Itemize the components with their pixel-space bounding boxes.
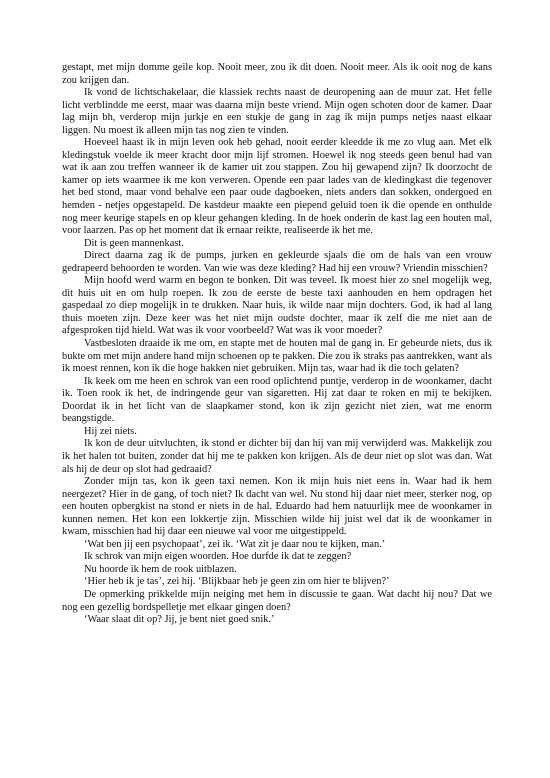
paragraph: Ik keek om me heen en schrok van een rood oplichtend puntje, verderop in de woonkamer, dacht ik. Toen rook ik het, de indringende geur van sigaretten. Hij zat daar te roken en mij te bekijken. Doordat ik in het licht van de slaapkamer stond, kon ik zijn gezicht niet zien, wat me enorm beangstigde. xyxy=(62,375,492,425)
paragraph: Ik kon de deur uitvluchten, ik stond er dichter bij dan hij van mij verwijderd was. Makkelijk zou ik het halen tot buiten, zonder dat hij me te pakken kon krijgen. Als de deur niet op slot was dan. Wat als hij de deur op slot had gedraaid? xyxy=(62,438,492,475)
paragraph: Ik vond de lichtschakelaar, die klassiek rechts naast de deuropening aan de muur zat. Het felle licht verblindde me eerst, maar was daarna mijn beste vriend. Mijn ogen schoten door de kamer. Daar lag mijn bh, verderop mijn jurkje en een stukje de gang in zag ik mijn pumps netjes naast elkaar liggen. Nu moest ik alleen mijn tas nog zien te vinden. xyxy=(62,87,492,136)
paragraph: Vastbesloten draaide ik me om, en stapte met de houten mal de gang in. Er gebeurde niets, dus ik bukte om met mijn andere hand mijn schoenen op te pakken. Die zou ik straks pas aantrekken, want als ik moest rennen, kon ik die hoge hakken niet gebruiken. Mijn tas, waar had ik die toch gelaten? xyxy=(62,338,492,375)
paragraph: Direct daarna zag ik de pumps, jurken en gekleurde sjaals die om de hals van een vrouw gedrapeerd behoorden te worden. Van wie was deze kleding? Had hij een vrouw? Vriendin misschien? xyxy=(62,250,492,274)
paragraph: Ik schrok van mijn eigen woorden. Hoe durfde ik dat te zeggen? xyxy=(84,551,352,563)
paragraph: Mijn hoofd werd warm en begon te bonken. Dit was teveel. Ik moest hier zo snel mogelijk weg, dit huis uit en om hulp roepen. Ik zou de eerste de beste taxi aanhouden en hem opdragen het gaspedaal zo diep mogelijk in te drukken. Naar huis, ik wilde naar mijn dochters. God, ik had al lang thuis moeten zijn. Deze keer was het niet mijn oudste dochter, maar ik zelf die me niet aan de afgesproken tijd hield. Wat was ik voor voorbeeld? Wat was ik voor moeder? xyxy=(62,275,492,337)
paragraph: ‘Waar slaat dit op? Jij, je bent niet goed snik.’ xyxy=(84,614,275,626)
paragraph: Zonder mijn tas, kon ik geen taxi nemen. Kon ik mijn huis niet eens in. Waar had ik hem neergezet? Hier in de gang, of toch niet? Ik dacht van wel. Nu stond hij daar niet meer, sterker nog, op een houten opbergkist na stond er niets in de hal. Eduardo had hem natuurlijk mee de woonkamer in kunnen nemen. Het kon een lokkertje zijn. Misschien wilde hij juist wel dat ik de woonkamer in kwam, misschien had hij daar een nieuwe val voor me uitgestippeld. xyxy=(62,476,492,538)
paragraph: Nu hoorde ik hem de rook uitblazen. xyxy=(84,563,237,575)
paragraph: Hij zei niets. xyxy=(84,425,137,437)
paragraph: ‘Hier heb ik je tas’, zei hij. ‘Blijkbaar heb je geen zin om hier te blijven?’ xyxy=(84,576,390,588)
paragraph: ‘Wat ben jij een psychopaat’, zei ik. ‘Wat zit je daar nou te kijken, man.’ xyxy=(84,538,386,550)
paragraph: De opmerking prikkelde mijn neiging met hem in discussie te gaan. Wat dacht hij nou? Dat we nog een gezellig bordspelletje met elkaar gingen doen? xyxy=(62,588,492,613)
paragraph: Hoeveel haast ik in mijn leven ook heb gehad, nooit eerder kleedde ik me zo vlug aan. Met elk kledingstuk voelde ik meer kracht door mijn lijf stromen. Hoewel ik nog steeds geen benul had van wat ik aan zou treffen wanneer ik de kamer uit zou stappen. Zou hij gewapend zijn? Ik doorzocht de kamer op iets waarmee ik me kon verweren. Opende een paar lades van de kledingkast die tegenover het bed stond, maar vond behalve een paar oude dagboeken, niets anders dan sokken, ondergoed en hemden - netjes opgestapeld. De kastdeur maakte een piepend geluid toen ik die opende en onthulde nog meer keurige stapels en op kleur gehangen kleding. In de hoek onderin de kast lag een houten mal, voor laarzen. Pas op het moment dat ik ernaar reikte, realiseerde ik het me. xyxy=(62,137,492,237)
paragraph: Dit is geen mannenkast. xyxy=(84,237,184,249)
paragraph: gestapt, met mijn domme geile kop. Nooit meer, zou ik dit doen. Nooit meer. Als ik ooit nog de kans zou krijgen dan. xyxy=(62,62,492,86)
